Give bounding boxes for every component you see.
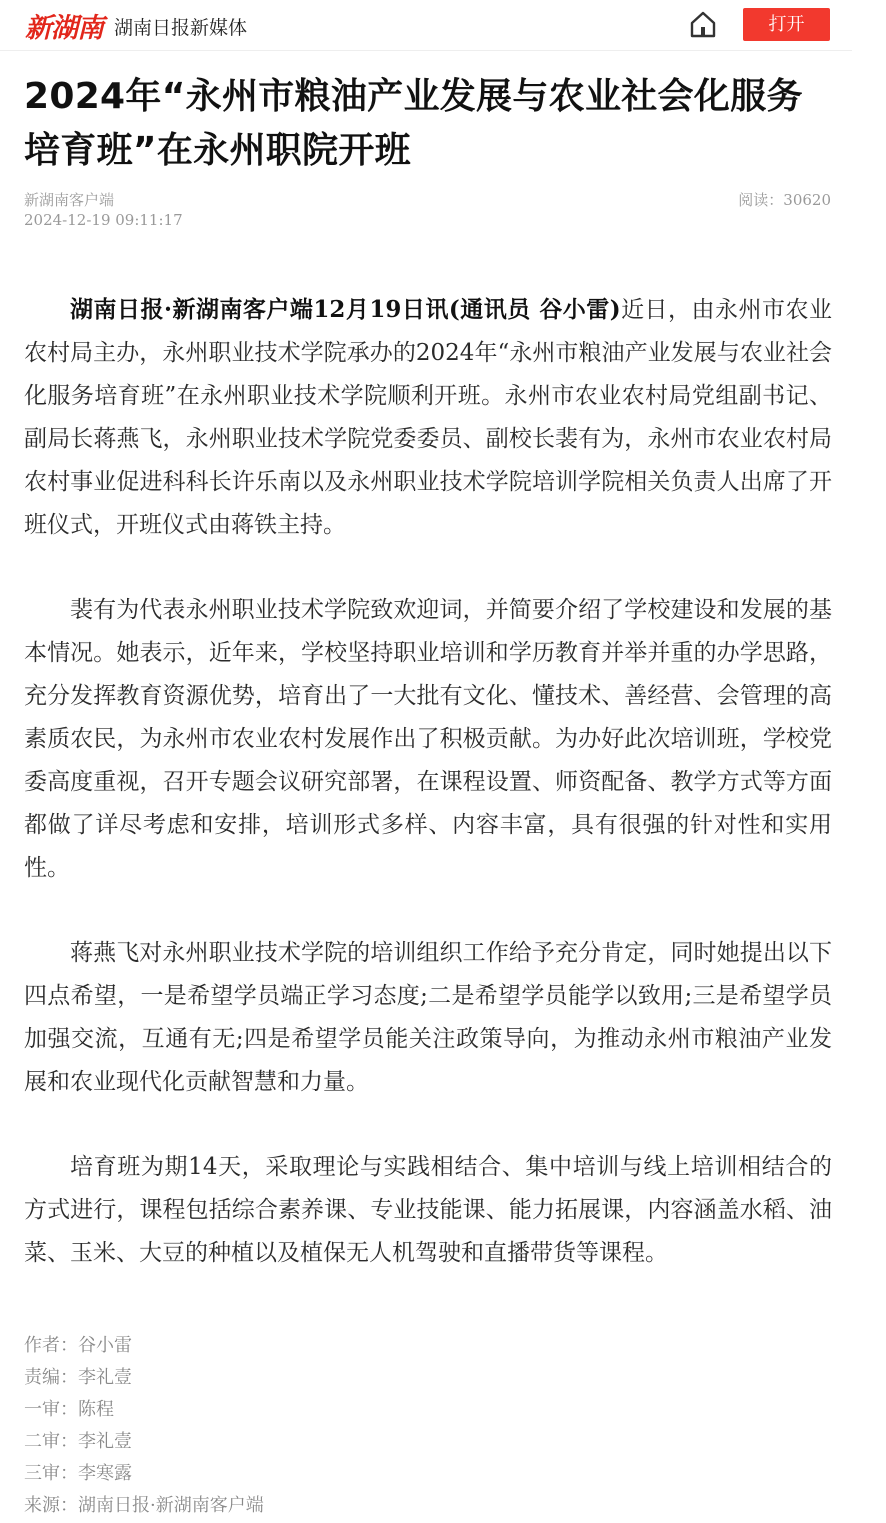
home-icon	[689, 10, 717, 38]
article-source: 新湖南客户端	[24, 191, 115, 209]
article-paragraph: 培育班为期14天，采取理论与实践相结合、集中培训与线上培训相结合的方式进行，课程包括综合素养课、专业技能课、能力拓展课，内容涵盖水稻、油菜、玉米、大豆的种植以及植保无人机驾驶和直播带货等课程。	[24, 1154, 832, 1266]
top-bar	[0, 0, 852, 51]
credit-first-review: 一审：陈程	[24, 1399, 114, 1420]
lead-text: 近日，由永州市农业农村局主办，永州职业技术学院承办的2024年“永州市粮油产业发展与农业社会化服务培育班”在永州职业技术学院顺利开班。永州市农业农村局党组副书记、副局长蒋燕飞，永州职业技术学院党委委员、副校长裴有为，永州市农业农村局农村事业促进科科长许乐南以及永州职业技术学院培训学院相关负责人出席了开班仪式，开班仪式由蒋铁主持。	[24, 297, 832, 538]
credit-source: 来源：湖南日报·新湖南客户端	[24, 1495, 264, 1516]
credit-second-review: 二审：李礼壹	[24, 1431, 132, 1452]
article-body	[24, 288, 832, 1317]
dateline: 湖南日报·新湖南客户端12月19日讯(通讯员 谷小雷)	[70, 296, 621, 323]
home-button[interactable]	[689, 10, 717, 38]
article-paragraph: 蒋燕飞对永州职业技术学院的培训组织工作给予充分肯定，同时她提出以下四点希望，一是希望学员端正学习态度;二是希望学员能学以致用;三是希望学员加强交流，互通有无;四是希望学员能关注政策导向，为推动永州市粮油产业发展和农业现代化贡献智慧和力量。	[24, 940, 832, 1095]
open-app-button[interactable]: 打开	[743, 8, 830, 41]
credit-author: 作者：谷小雷	[24, 1335, 132, 1356]
brand-subtitle: 湖南日报新媒体	[114, 17, 248, 39]
credit-third-review: 三审：李寒露	[24, 1463, 132, 1484]
article-datetime: 2024-12-19 09:11:17	[24, 211, 183, 229]
brand-logo[interactable]: 新湖南	[25, 13, 103, 44]
article-title: 2024年“永州市粮油产业发展与农业社会化服务培育班”在永州职院开班	[24, 76, 803, 171]
article-paragraph-lead	[24, 288, 832, 547]
article-paragraph: 裴有为代表永州职业技术学院致欢迎词，并简要介绍了学校建设和发展的基本情况。她表示，近年来，学校坚持职业培训和学历教育并举并重的办学思路，充分发挥教育资源优势，培育出了一大批有文化、懂技术、善经营、会管理的高素质农民，为永州市农业农村发展作出了积极贡献。为办好此次培训班，学校党委高度重视，召开专题会议研究部署，在课程设置、师资配备、教学方式等方面都做了详尽考虑和安排，培训形式多样、内容丰富，具有很强的针对性和实用性。	[24, 597, 832, 881]
read-count: 阅读：30620	[738, 191, 831, 209]
credit-editor: 责编：李礼壹	[24, 1367, 132, 1388]
article-credits	[24, 1330, 264, 1522]
